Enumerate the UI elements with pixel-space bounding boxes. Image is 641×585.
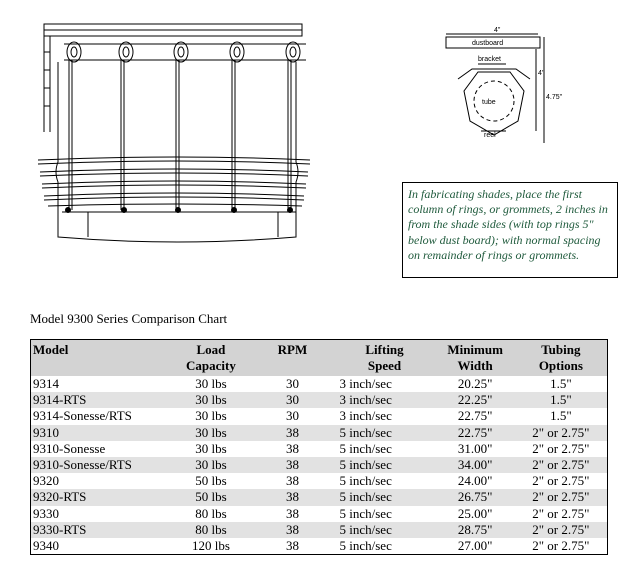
table-body — [31, 376, 608, 555]
cell-tubing: 2" or 2.75" — [532, 537, 590, 553]
cell-load: 80 lbs — [195, 521, 227, 537]
cell-width: 22.75" — [457, 408, 493, 424]
dim-top-label: 4" — [494, 27, 501, 34]
cell-load: 50 lbs — [195, 473, 227, 489]
cell-width: 27.00" — [457, 537, 493, 553]
cell-load: 120 lbs — [191, 537, 230, 553]
cell-rpm: 38 — [285, 440, 299, 456]
cell-rpm: 38 — [285, 424, 299, 440]
table-row — [31, 506, 608, 522]
cell-model: 9314 — [33, 376, 59, 392]
table-row — [31, 441, 608, 457]
cell-tubing: 2" or 2.75" — [532, 521, 590, 537]
cell-speed: 5 inch/sec — [339, 505, 392, 521]
table-row — [31, 425, 608, 441]
cell-load: 30 lbs — [195, 424, 227, 440]
cell-speed: 5 inch/sec — [339, 440, 392, 456]
header-load: Load Capacity — [186, 342, 236, 373]
cell-model: 9314-RTS — [33, 392, 87, 408]
cell-model: 9314-Sonesse/RTS — [33, 408, 132, 424]
table-row — [31, 522, 608, 538]
cell-speed: 5 inch/sec — [339, 424, 392, 440]
reel-label: reel — [484, 132, 496, 139]
cell-rpm: 30 — [285, 392, 299, 408]
cell-tubing: 2" or 2.75" — [532, 489, 590, 505]
cell-rpm: 38 — [285, 489, 299, 505]
roman-shade-illustration — [28, 22, 318, 252]
cell-model: 9330 — [33, 505, 59, 521]
cell-load: 30 lbs — [195, 376, 227, 392]
cell-speed: 3 inch/sec — [339, 408, 392, 424]
cell-tubing: 1.5" — [550, 376, 572, 392]
header-rpm: RPM — [277, 342, 308, 357]
cell-model: 9320-RTS — [33, 489, 87, 505]
cell-model: 9320 — [33, 473, 59, 489]
cell-width: 22.75" — [457, 424, 493, 440]
reel-group — [67, 42, 300, 62]
cell-rpm: 30 — [285, 408, 299, 424]
cell-speed: 5 inch/sec — [339, 457, 392, 473]
cell-speed: 5 inch/sec — [339, 537, 392, 553]
cell-tubing: 2" or 2.75" — [532, 505, 590, 521]
cell-model: 9310 — [33, 424, 59, 440]
cell-speed: 3 inch/sec — [339, 376, 392, 392]
table-row — [31, 538, 608, 555]
table-row — [31, 473, 608, 489]
cell-width: 26.75" — [457, 489, 493, 505]
cell-rpm: 38 — [285, 473, 299, 489]
tube-label: tube — [482, 99, 496, 106]
cell-width: 34.00" — [457, 457, 493, 473]
table-header-row — [31, 340, 608, 377]
table-row — [31, 408, 608, 424]
comparison-table — [30, 339, 608, 555]
cell-tubing: 1.5" — [550, 408, 572, 424]
cell-speed: 5 inch/sec — [339, 521, 392, 537]
cell-rpm: 38 — [285, 521, 299, 537]
header-width: Minimum Width — [447, 342, 503, 373]
cross-section-diagram — [438, 25, 578, 150]
cell-load: 80 lbs — [195, 505, 227, 521]
header-tubing: Tubing Options — [538, 342, 583, 373]
cell-load: 30 lbs — [195, 408, 227, 424]
chart-title: Model 9300 Series Comparison Chart — [30, 311, 228, 326]
cell-speed: 3 inch/sec — [339, 392, 392, 408]
cell-tubing: 2" or 2.75" — [532, 440, 590, 456]
cell-width: 24.00" — [457, 473, 493, 489]
cell-model: 9340 — [33, 537, 59, 553]
cell-width: 31.00" — [457, 440, 493, 456]
cell-rpm: 38 — [285, 537, 299, 553]
cell-tubing: 2" or 2.75" — [532, 473, 590, 489]
table-row — [31, 489, 608, 505]
cell-width: 22.25" — [457, 392, 493, 408]
dustboard-label: dustboard — [472, 40, 504, 47]
cell-width: 20.25" — [457, 376, 493, 392]
cell-load: 50 lbs — [195, 489, 227, 505]
cell-rpm: 38 — [285, 457, 299, 473]
cell-tubing: 1.5" — [550, 392, 572, 408]
cell-load: 30 lbs — [195, 392, 227, 408]
header-speed: Lifting Speed — [365, 342, 404, 373]
header-model: Model — [33, 342, 69, 357]
table-row — [31, 457, 608, 473]
cell-model: 9330-RTS — [33, 521, 87, 537]
dim-height-label: 4.75" — [546, 94, 563, 101]
table-row — [31, 376, 608, 392]
cell-load: 30 lbs — [195, 440, 227, 456]
cell-speed: 5 inch/sec — [339, 473, 392, 489]
dim-side-label: 4" — [538, 70, 545, 77]
table-row — [31, 392, 608, 408]
cell-width: 25.00" — [457, 505, 493, 521]
cell-model: 9310-Sonesse — [33, 440, 106, 456]
cell-speed: 5 inch/sec — [339, 489, 392, 505]
cell-width: 28.75" — [457, 521, 493, 537]
cell-rpm: 38 — [285, 505, 299, 521]
cell-model: 9310-Sonesse/RTS — [33, 457, 132, 473]
cell-tubing: 2" or 2.75" — [532, 424, 590, 440]
cell-rpm: 30 — [285, 376, 299, 392]
cell-tubing: 2" or 2.75" — [532, 457, 590, 473]
bracket-label: bracket — [478, 56, 501, 63]
fabrication-note: In fabricating shades, place the first column of rings, or grommets, 2 inches in from the shade sides (with top rings 5" below dust board); with normal spacing on remainder of rings or grommets. — [402, 182, 618, 278]
cell-load: 30 lbs — [195, 457, 227, 473]
